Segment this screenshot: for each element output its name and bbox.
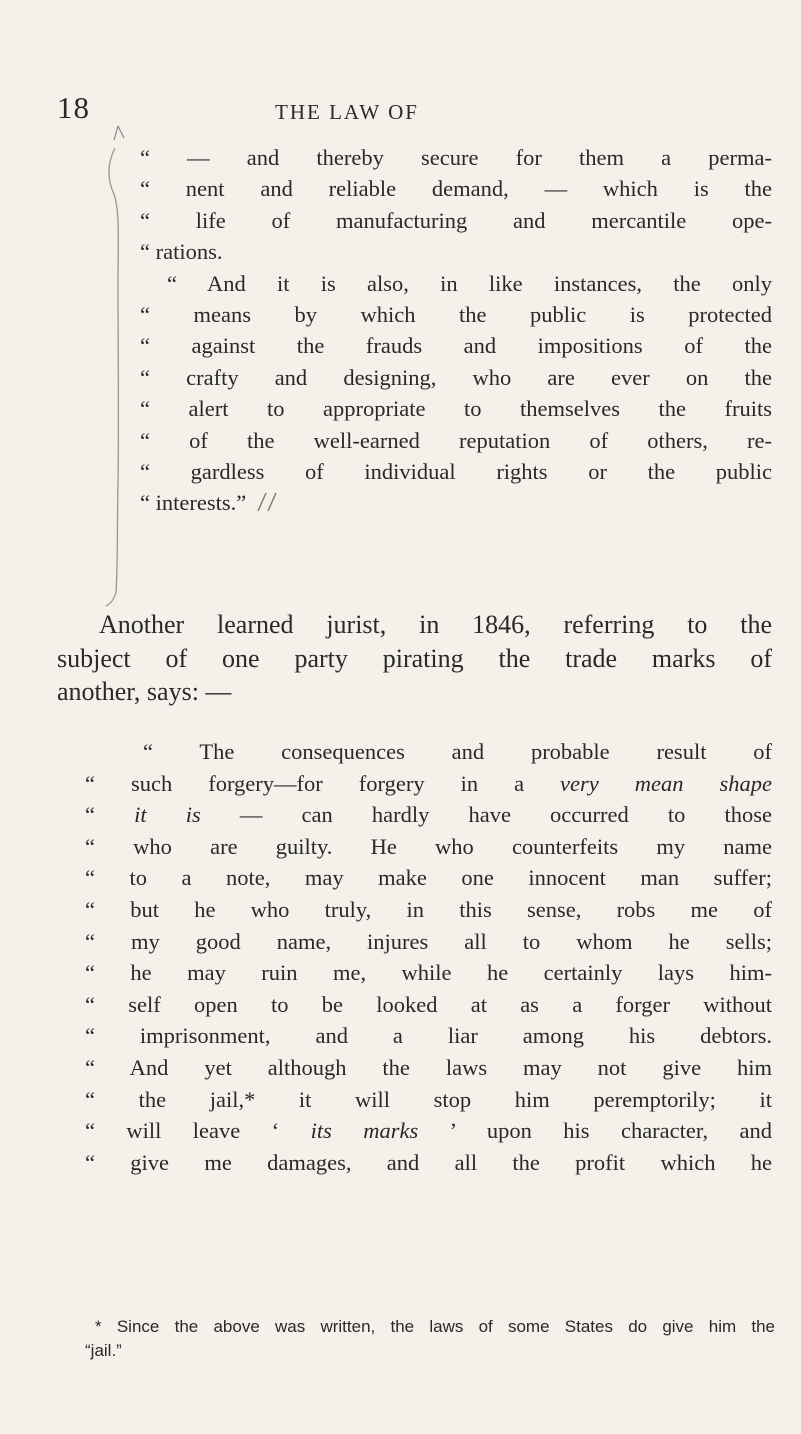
quotation-block-1	[140, 142, 772, 519]
quote-line: “ to a note, may make one innocent man suffer;	[85, 865, 772, 891]
quote-line: “ And it is also, in like instances, the only	[167, 270, 772, 296]
quote-line: “ And yet although the laws may not give him	[85, 1054, 772, 1080]
quote-line: “ life of manufacturing and mercantile ope-	[140, 207, 772, 233]
body-line: another, says: —	[57, 677, 232, 706]
quote-line: “ but he who truly, in this sense, robs me of	[85, 896, 772, 922]
body-paragraph	[57, 608, 772, 709]
body-line: subject of one party pirating the trade marks of	[57, 643, 772, 673]
footnote	[85, 1315, 775, 1363]
quote-line: “ give me damages, and all the profit which he	[85, 1149, 772, 1175]
quote-line	[85, 768, 772, 800]
pencil-bracket-mark	[100, 122, 140, 612]
quote-line-last	[140, 487, 772, 518]
page-number: 18	[57, 90, 90, 125]
quote-line: “ nent and reliable demand, — which is the	[140, 176, 772, 202]
quote-line: “ he may ruin me, while he certainly lays him-	[85, 960, 772, 986]
quote-line: “ against the frauds and impositions of the	[140, 333, 772, 359]
pencil-slash-mark	[256, 491, 282, 513]
italic-phrase: it is	[134, 802, 201, 828]
quote-text: “ will leave ‘	[85, 1118, 311, 1144]
quotation-block-2	[85, 736, 772, 1178]
quote-text: “	[85, 802, 135, 828]
quote-text: “ interests.”	[140, 490, 247, 516]
quote-line: “ gardless of individual rights or the public	[140, 459, 772, 485]
quote-line: “ — and thereby secure for them a perma-	[140, 145, 772, 170]
quote-line: “ alert to appropriate to themselves the fruits	[140, 396, 772, 422]
quote-line: “ the jail,* it will stop him peremptorily; it	[85, 1086, 772, 1112]
quote-line: “ who are guilty. He who counterfeits my name	[85, 833, 772, 859]
quote-line	[85, 799, 772, 831]
italic-phrase: its marks	[310, 1118, 419, 1144]
quote-text: “ such forgery—for forgery in a	[85, 770, 561, 796]
quote-line: “ The consequences and probable result of	[143, 739, 772, 764]
quote-line: “ self open to be looked at as a forger without	[85, 991, 772, 1017]
footnote-line: * Since the above was written, the laws of some States do give him the	[95, 1317, 775, 1336]
quote-text: ’ upon his character, and	[418, 1118, 772, 1144]
italic-phrase: very mean shape	[560, 770, 772, 796]
quote-line	[85, 1115, 772, 1147]
body-line: Another learned jurist, in 1846, referring to the	[99, 610, 772, 639]
quote-line: “ of the well-earned reputation of others, re-	[140, 427, 772, 453]
running-head: THE LAW OF	[275, 100, 419, 124]
quote-line: “ rations.	[140, 239, 223, 265]
quote-line: “ my good name, injures all to whom he sells;	[85, 928, 772, 954]
quote-line: “ imprisonment, and a liar among his debtors.	[85, 1023, 772, 1049]
footnote-line: “jail.”	[85, 1341, 122, 1360]
quote-line: “ means by which the public is protected	[140, 302, 772, 328]
quote-line: “ crafty and designing, who are ever on the	[140, 364, 772, 390]
quote-text: — can hardly have occurred to those	[200, 802, 772, 828]
